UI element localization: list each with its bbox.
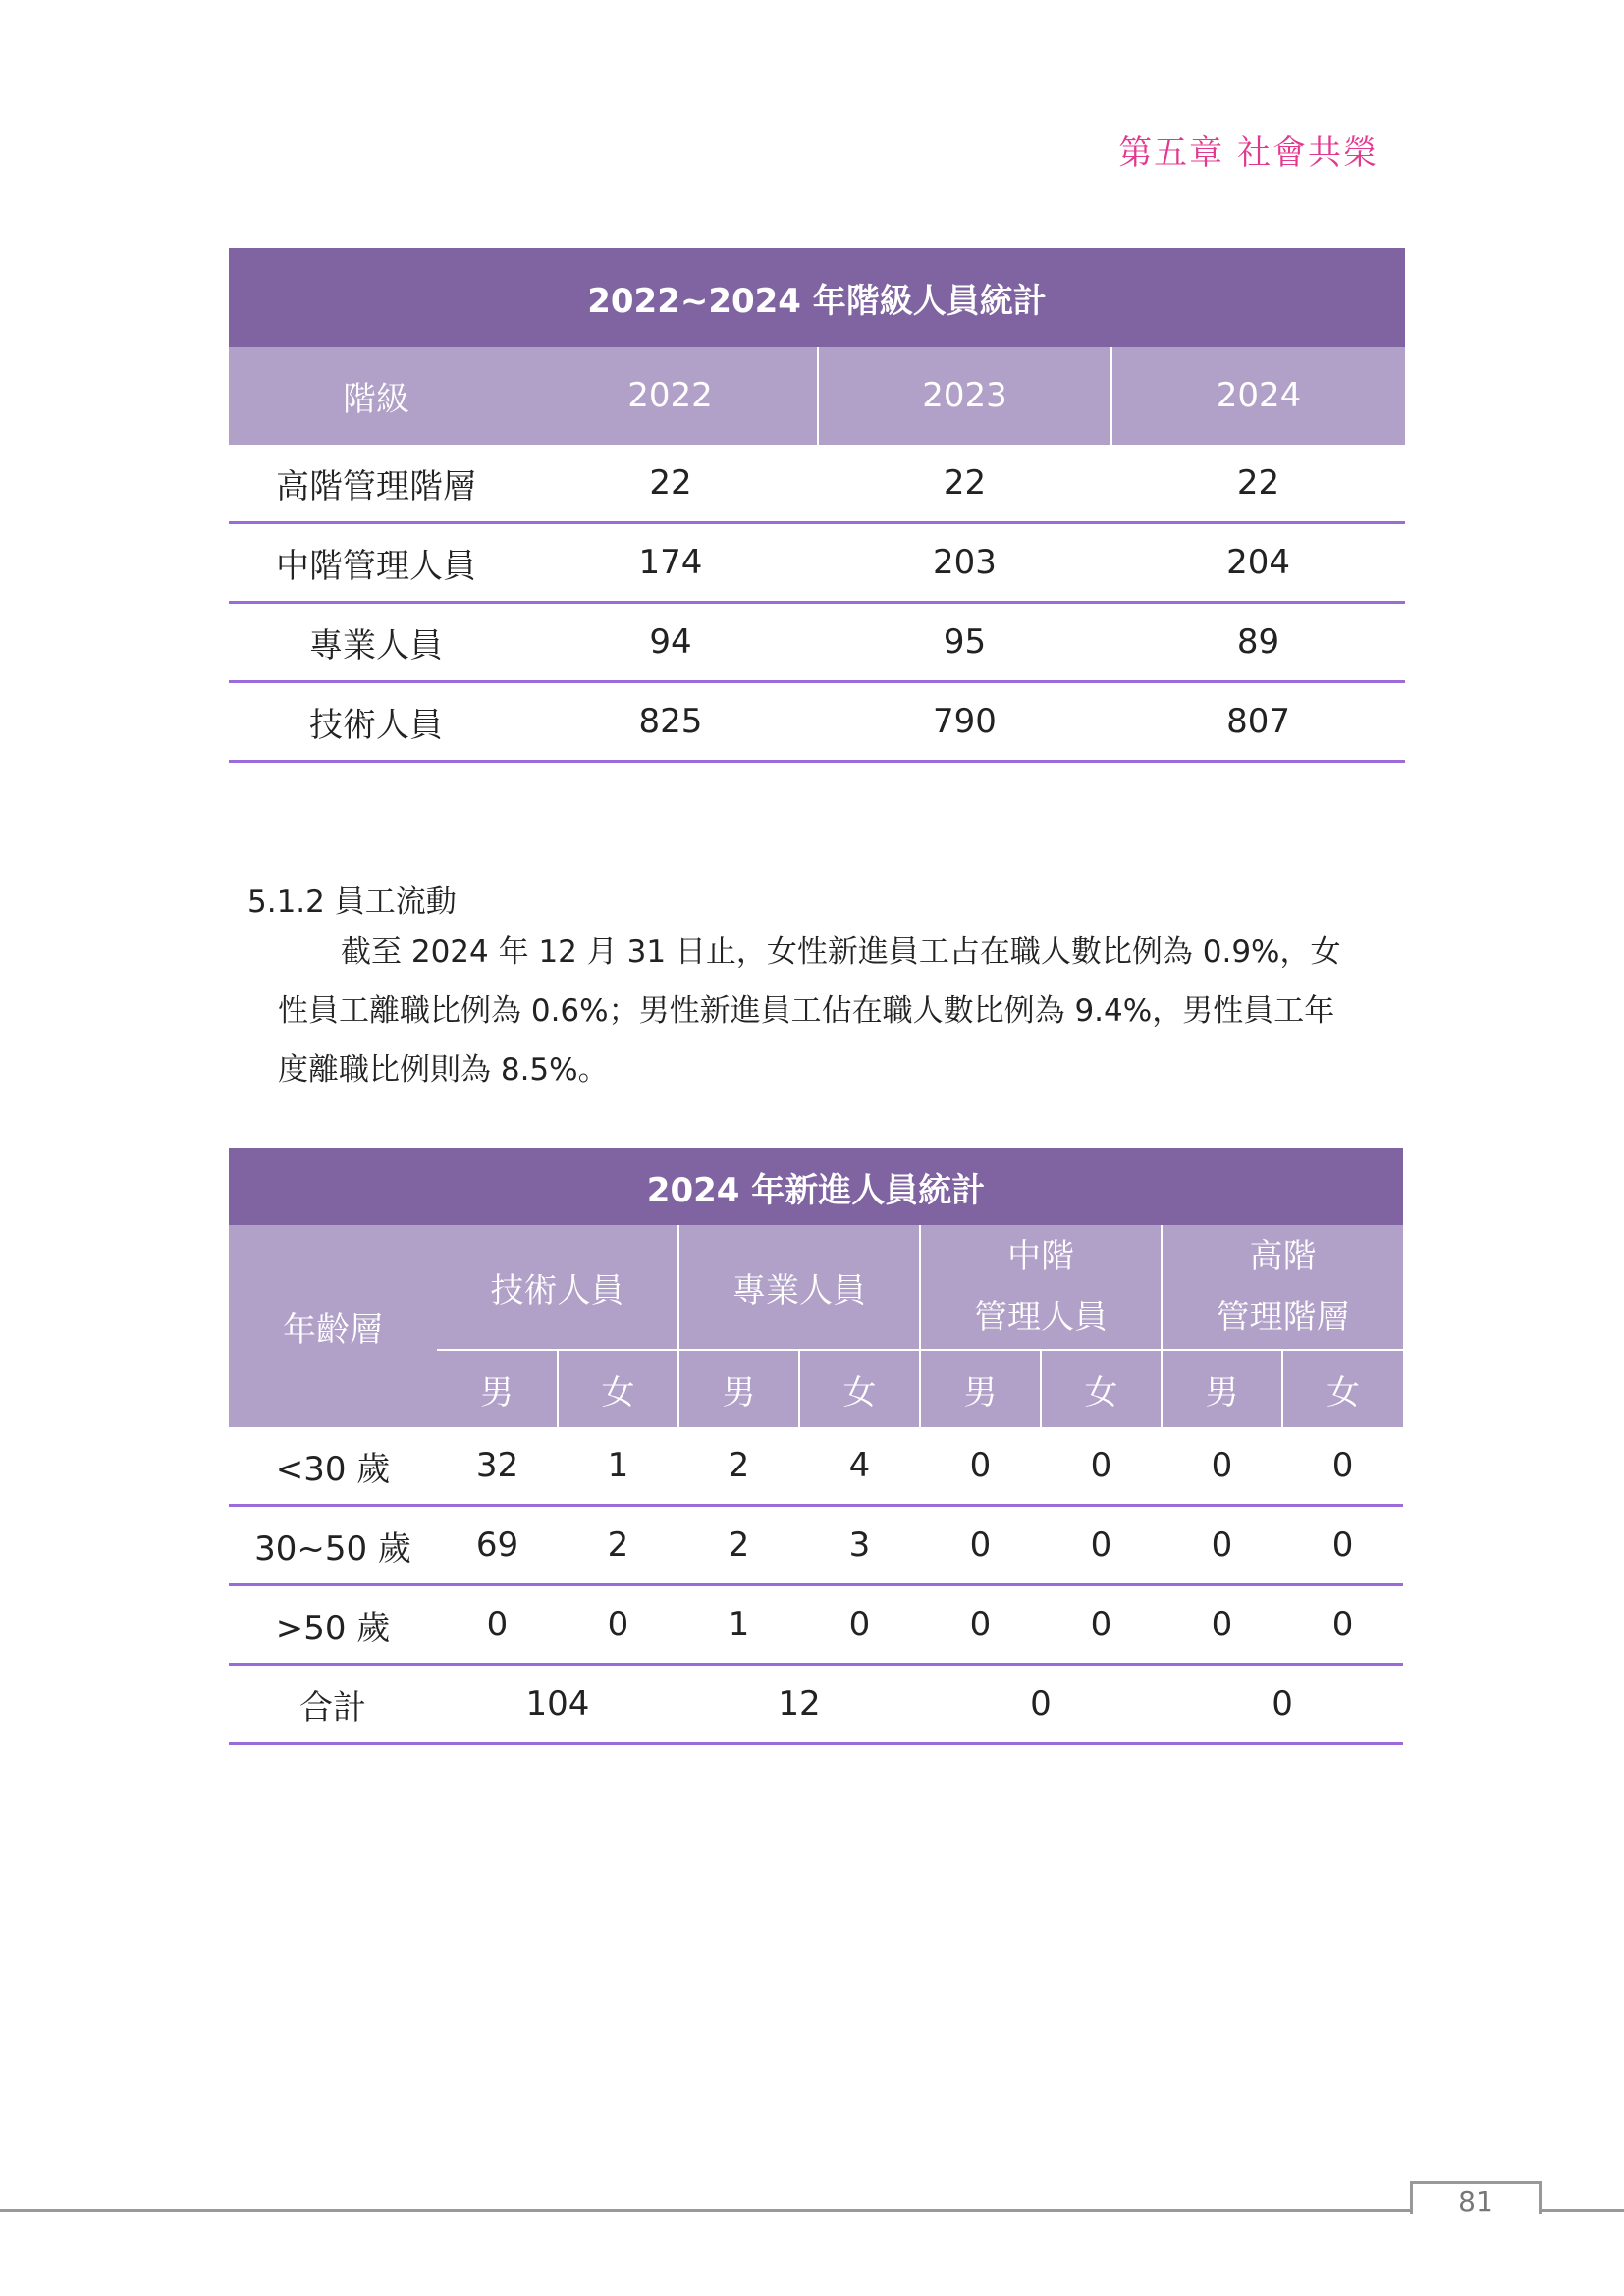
table-cell: 2 <box>558 1506 678 1585</box>
group-header-line: 管理階層 <box>1216 1298 1350 1337</box>
new-hire-table <box>229 1148 1403 1745</box>
table-cell: 94 <box>523 603 818 682</box>
paragraph-line: 性員工離職比例為 0.6%；男性新進員工佔在職人數比例為 9.4%，男性員工年 <box>278 993 1335 1029</box>
table-cell: 3 <box>799 1506 920 1585</box>
table-cell: 0 <box>920 1427 1041 1506</box>
table-cell: 0 <box>558 1585 678 1665</box>
table-cell: 1 <box>678 1585 799 1665</box>
male-header: 男 <box>678 1350 799 1427</box>
table-cell: 0 <box>1162 1506 1282 1585</box>
female-header: 女 <box>1041 1350 1162 1427</box>
table-cell: 0 <box>1162 1427 1282 1506</box>
table-row <box>229 445 1405 523</box>
column-header: 2022 <box>627 376 713 415</box>
table-row <box>229 603 1405 682</box>
table-cell: 95 <box>818 603 1111 682</box>
table-cell: 0 <box>1041 1427 1162 1506</box>
row-label: 技術人員 <box>229 682 523 762</box>
table-cell: 0 <box>920 1585 1041 1665</box>
table-cell: 1 <box>558 1427 678 1506</box>
table-cell: 0 <box>920 1506 1041 1585</box>
group-header <box>1162 1225 1403 1350</box>
table-cell: 0 <box>1162 1585 1282 1665</box>
total-row <box>229 1665 1403 1744</box>
section-title: 5.1.2 員工流動 <box>247 884 457 920</box>
row-label: 高階管理階層 <box>229 445 523 523</box>
female-header: 女 <box>1282 1350 1403 1427</box>
table-cell: 4 <box>799 1427 920 1506</box>
table-cell: 0 <box>1041 1506 1162 1585</box>
table-title: 2022~2024 年階級人員統計 <box>229 248 1405 347</box>
table-cell: 0 <box>1041 1585 1162 1665</box>
table-cell: 22 <box>818 445 1111 523</box>
table-row <box>229 523 1405 603</box>
group-header <box>920 1225 1162 1350</box>
table-cell: 174 <box>523 523 818 603</box>
group-header: 技術人員 <box>437 1225 678 1350</box>
chapter-header: 第五章 社會共榮 <box>1118 133 1379 173</box>
table-cell: 32 <box>437 1427 558 1506</box>
column-header: 2023 <box>818 347 1111 445</box>
column-header: 2024 <box>1111 347 1405 445</box>
paragraph-line: 截至 2024 年 12 月 31 日止，女性新進員工占在職人數比例為 0.9%，女 <box>341 934 1341 970</box>
body-paragraph <box>278 923 1382 1099</box>
table-row <box>229 1427 1403 1506</box>
table-cell: 807 <box>1111 682 1405 762</box>
table-cell: 825 <box>523 682 818 762</box>
table-cell: 22 <box>523 445 818 523</box>
age-header: 年齡層 <box>283 1309 383 1350</box>
male-header: 男 <box>1162 1350 1282 1427</box>
row-label: <30 歲 <box>229 1427 437 1506</box>
row-label: >50 歲 <box>229 1585 437 1665</box>
table-cell: 2 <box>678 1427 799 1506</box>
table-cell: 790 <box>818 682 1111 762</box>
female-header: 女 <box>558 1350 678 1427</box>
table-row <box>229 682 1405 762</box>
table-cell: 0 <box>1282 1585 1403 1665</box>
group-header-line: 高階 <box>1249 1237 1317 1276</box>
total-cell: 0 <box>920 1665 1162 1744</box>
column-header: 階級 <box>343 379 409 419</box>
table-cell: 2 <box>678 1506 799 1585</box>
row-label: 30~50 歲 <box>229 1506 437 1585</box>
total-cell: 0 <box>1162 1665 1403 1744</box>
male-header: 男 <box>480 1372 514 1413</box>
row-label: 中階管理人員 <box>229 523 523 603</box>
table-cell: 203 <box>818 523 1111 603</box>
total-cell: 104 <box>437 1665 678 1744</box>
group-header-line: 管理人員 <box>974 1298 1108 1337</box>
rank-staff-table <box>229 248 1405 763</box>
table-cell: 89 <box>1111 603 1405 682</box>
group-header-line: 中階 <box>1007 1237 1074 1276</box>
table-cell: 0 <box>799 1585 920 1665</box>
table-cell: 0 <box>1282 1506 1403 1585</box>
table-row <box>229 1585 1403 1665</box>
table-row <box>229 1506 1403 1585</box>
female-header: 女 <box>799 1350 920 1427</box>
total-cell: 12 <box>678 1665 920 1744</box>
footer-rule <box>0 2209 1624 2212</box>
table-title: 2024 年新進人員統計 <box>229 1148 1403 1225</box>
table-cell: 69 <box>437 1506 558 1585</box>
row-label: 專業人員 <box>229 603 523 682</box>
row-label: 合計 <box>229 1665 437 1744</box>
paragraph-line: 度離職比例則為 8.5%。 <box>278 1052 609 1088</box>
group-header: 專業人員 <box>678 1225 920 1350</box>
table-cell: 204 <box>1111 523 1405 603</box>
table-cell: 0 <box>1282 1427 1403 1506</box>
male-header: 男 <box>920 1350 1041 1427</box>
table-cell: 22 <box>1111 445 1405 523</box>
page-number: 81 <box>1458 2185 1493 2217</box>
table-cell: 0 <box>437 1585 558 1665</box>
